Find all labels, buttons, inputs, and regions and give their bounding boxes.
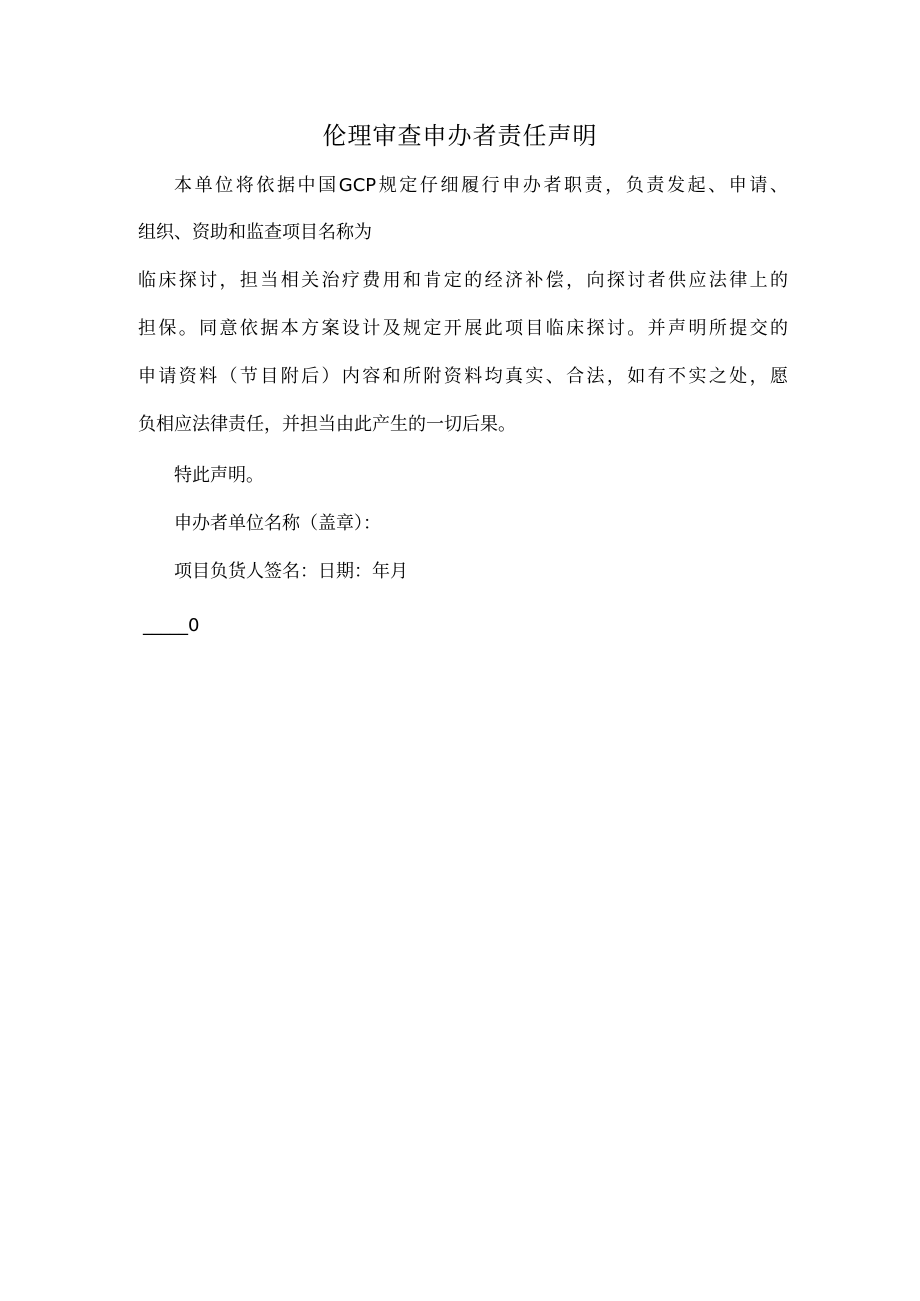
paragraph-line-1: 本单位将依据中国GCP规定仔细履行申办者职责，负责发起、申请、 bbox=[174, 175, 788, 196]
paragraph-line-5: 申请资料（节目附后）内容和所附资料均真实、合法，如有不实之处，愿 bbox=[138, 366, 788, 387]
paragraph-line-4: 担保。同意依据本方案设计及规定开展此项目临床探讨。并声明所提交的 bbox=[138, 318, 788, 339]
signature-date-line: 项目负货人签名：日期：年月 bbox=[174, 561, 408, 582]
date-blank-line: _____0 bbox=[143, 615, 200, 636]
document-title: 伦理审查申办者责任声明 bbox=[322, 122, 598, 150]
closing-statement: 特此声明。 bbox=[174, 465, 264, 486]
paragraph-line-6: 负相应法律责任，并担当由此产生的一切后果。 bbox=[138, 414, 516, 435]
paragraph-line-3: 临床探讨，担当相关治疗费用和肯定的经济补偿，向探讨者供应法律上的 bbox=[138, 270, 788, 291]
sponsor-name-label: 申办者单位名称（盖章）： bbox=[174, 513, 381, 534]
paragraph-line-2: 组织、资助和监查项目名称为 bbox=[138, 222, 372, 243]
